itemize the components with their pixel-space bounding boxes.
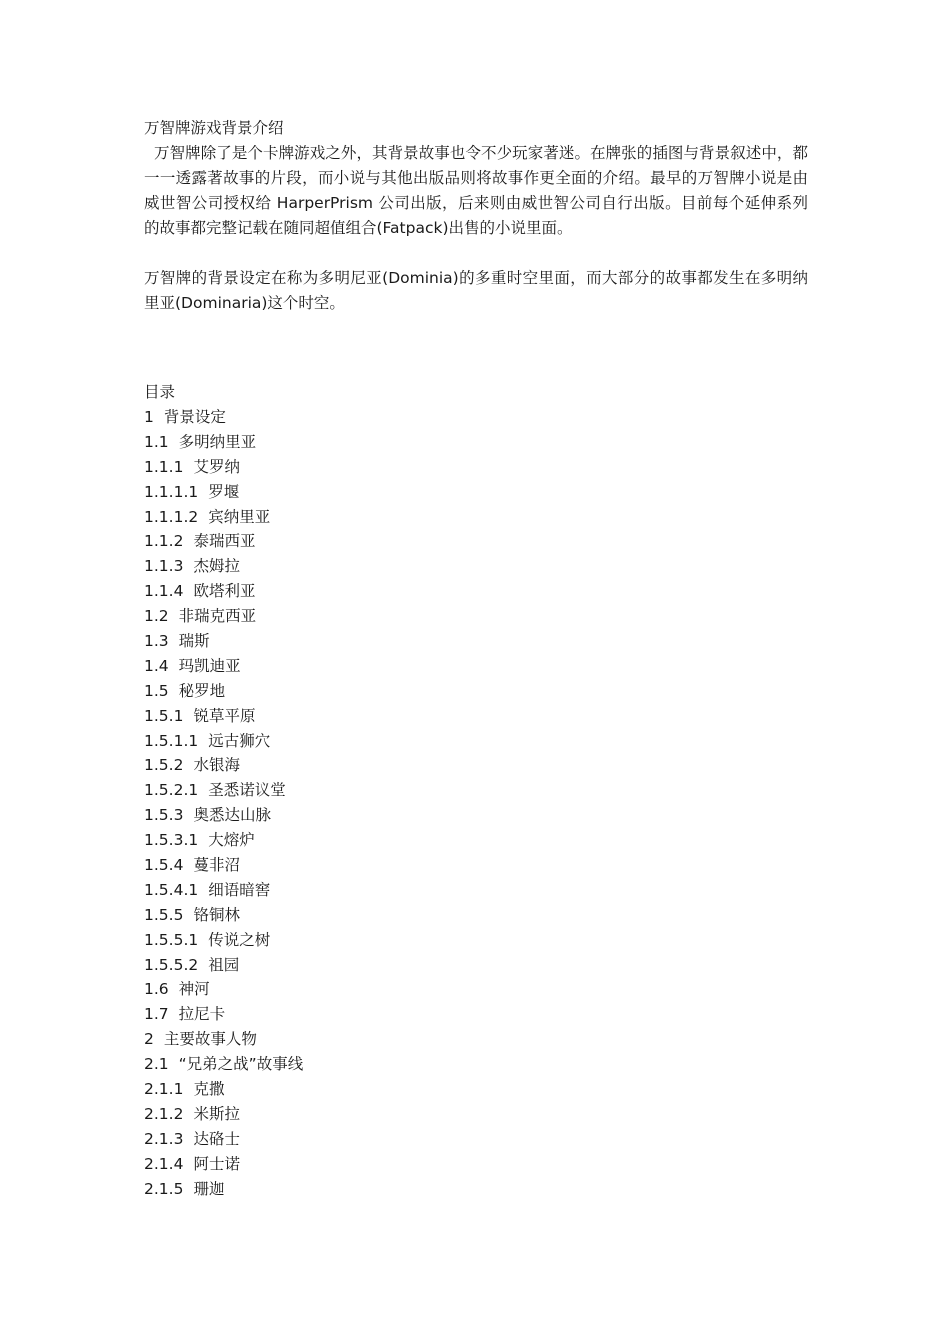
toc-item-number: 1.1.1.1: [144, 482, 199, 501]
paragraph-spacer: [144, 241, 808, 266]
toc-item-label: 锐草平原: [193, 706, 256, 725]
toc-item-number: 1.5.1: [144, 706, 184, 725]
toc-item[interactable]: [144, 778, 808, 803]
document-page: [144, 116, 808, 1202]
toc-item-number: 1.1.4: [144, 582, 184, 601]
toc-item-label: 蔓非沼: [193, 856, 240, 875]
toc-item-number: 1.5.4.1: [144, 880, 199, 899]
toc-item-number: 1.1: [144, 432, 169, 451]
toc-item-label: 传说之树: [208, 930, 271, 949]
toc-item-number: 2.1.3: [144, 1129, 184, 1148]
toc-item-label: 阿士诺: [193, 1154, 240, 1173]
toc-item-number: 2.1.5: [144, 1179, 184, 1198]
toc-item-number: 1.3: [144, 632, 169, 651]
toc-item[interactable]: [144, 1127, 808, 1152]
toc-item[interactable]: [144, 828, 808, 853]
toc-item[interactable]: [144, 977, 808, 1002]
toc-item-label: 泰瑞西亚: [193, 532, 256, 551]
toc-item-label: 瑞斯: [178, 632, 210, 651]
toc-item-label: 米斯拉: [193, 1104, 240, 1123]
toc-item[interactable]: [144, 1027, 808, 1052]
toc-item-label: 水银海: [193, 756, 240, 775]
toc-item[interactable]: [144, 729, 808, 754]
toc-item[interactable]: [144, 928, 808, 953]
toc-item[interactable]: [144, 654, 808, 679]
toc-item-number: 1.5.5.2: [144, 955, 199, 974]
toc-item-label: 细语暗窖: [208, 880, 271, 899]
toc-item-label: 达硌士: [193, 1129, 240, 1148]
setting-paragraph: 万智牌的背景设定在称为多明尼亚(Dominia)的多重时空里面，而大部分的故事都发生在多明纳里亚(Dominaria)这个时空。: [144, 269, 808, 312]
toc-item-label: 圣悉诺议堂: [208, 781, 286, 800]
toc-item[interactable]: [144, 554, 808, 579]
toc-item-number: 1.5.4: [144, 856, 184, 875]
toc-item-number: 2.1.2: [144, 1104, 184, 1123]
toc-item-number: 1.1.2: [144, 532, 184, 551]
toc-item[interactable]: [144, 753, 808, 778]
toc-item[interactable]: [144, 1077, 808, 1102]
toc-item-label: 玛凯迪亚: [178, 656, 241, 675]
toc-item-number: 2.1.1: [144, 1080, 184, 1099]
toc-item[interactable]: [144, 529, 808, 554]
toc-item[interactable]: [144, 455, 808, 480]
toc-item[interactable]: [144, 704, 808, 729]
toc-item-number: 1.5.5: [144, 905, 184, 924]
toc-item-label: 奥悉达山脉: [193, 806, 271, 825]
toc-item[interactable]: [144, 604, 808, 629]
toc-item-number: 1.5.2.1: [144, 781, 199, 800]
toc-item-label: 秘罗地: [178, 681, 226, 700]
toc-item-number: 1.1.1.2: [144, 507, 199, 526]
toc-item-number: 2.1: [144, 1055, 169, 1074]
toc-item-number: 1.7: [144, 1005, 169, 1024]
toc-item-label: 背景设定: [163, 408, 226, 426]
toc-item-number: 2.1.4: [144, 1154, 184, 1173]
toc-heading: 目录: [144, 383, 176, 401]
section-spacer: [144, 316, 808, 380]
toc-item-number: 1.1.1: [144, 457, 184, 476]
toc-item[interactable]: [144, 1102, 808, 1127]
toc-item-label: 铬铜林: [193, 905, 240, 924]
toc-item-label: 珊迦: [193, 1179, 225, 1198]
toc-item[interactable]: [144, 679, 808, 704]
toc-item-number: 1.5.2: [144, 756, 184, 775]
toc-item-label: 欧塔利亚: [193, 582, 256, 601]
toc-item-number: 1.2: [144, 607, 169, 626]
toc-item[interactable]: [144, 629, 808, 654]
toc-item-label: 宾纳里亚: [208, 507, 271, 526]
toc-item-number: 1.5.1.1: [144, 731, 199, 750]
toc-item-number: 1: [144, 408, 154, 426]
toc-item[interactable]: [144, 878, 808, 903]
intro-paragraph: 万智牌除了是个卡牌游戏之外，其背景故事也令不少玩家著迷。在牌张的插图与背景叙述中，都一一透露著故事的片段，而小说与其他出版品则将故事作更全面的介绍。最早的万智牌小说是由威世智公司授权给 HarperPrism 公司出版，后来则由威世智公司自行出版。目前每个延伸系列的故事都完整记载在随同超值组合(Fatpack)出售的小说里面。: [144, 144, 808, 237]
toc-item-number: 1.5.3.1: [144, 831, 199, 850]
toc-item-number: 1.1.3: [144, 557, 184, 576]
toc-item[interactable]: [144, 1052, 808, 1077]
toc-list: [144, 405, 808, 1202]
toc-item[interactable]: [144, 903, 808, 928]
toc-item[interactable]: [144, 579, 808, 604]
toc-item-label: 杰姆拉: [193, 557, 240, 576]
toc-item[interactable]: [144, 1177, 808, 1202]
toc-item-number: 1.6: [144, 980, 169, 999]
toc-item-label: 大熔炉: [208, 831, 255, 850]
toc-item[interactable]: [144, 505, 808, 530]
toc-item-label: 祖园: [208, 955, 240, 974]
toc-item-label: 多明纳里亚: [178, 432, 257, 451]
toc-item-label: 神河: [178, 980, 210, 999]
toc-item[interactable]: [144, 1002, 808, 1027]
toc-item[interactable]: [144, 853, 808, 878]
document-title: 万智牌游戏背景介绍: [144, 119, 284, 137]
toc-item-label: 罗堰: [208, 482, 240, 501]
toc-item[interactable]: [144, 1152, 808, 1177]
toc-item-label: 克撒: [193, 1080, 225, 1099]
toc-item[interactable]: [144, 405, 808, 430]
toc-item-label: 非瑞克西亚: [178, 607, 257, 626]
toc-item-number: 1.5: [144, 681, 169, 700]
toc-item[interactable]: [144, 953, 808, 978]
toc-item-number: 1.5.5.1: [144, 930, 199, 949]
toc-item-label: 远古狮穴: [208, 731, 271, 750]
toc-item-label: 主要故事人物: [163, 1030, 257, 1049]
toc-item[interactable]: [144, 430, 808, 455]
toc-item-number: 1.5.3: [144, 806, 184, 825]
toc-item[interactable]: [144, 480, 808, 505]
toc-item-label: 艾罗纳: [193, 457, 240, 476]
toc-item-label: 拉尼卡: [178, 1005, 226, 1024]
toc-item[interactable]: [144, 803, 808, 828]
toc-item-number: 2: [144, 1030, 154, 1049]
toc-item-number: 1.4: [144, 656, 169, 675]
toc-item-label: “兄弟之战”故事线: [178, 1055, 304, 1074]
